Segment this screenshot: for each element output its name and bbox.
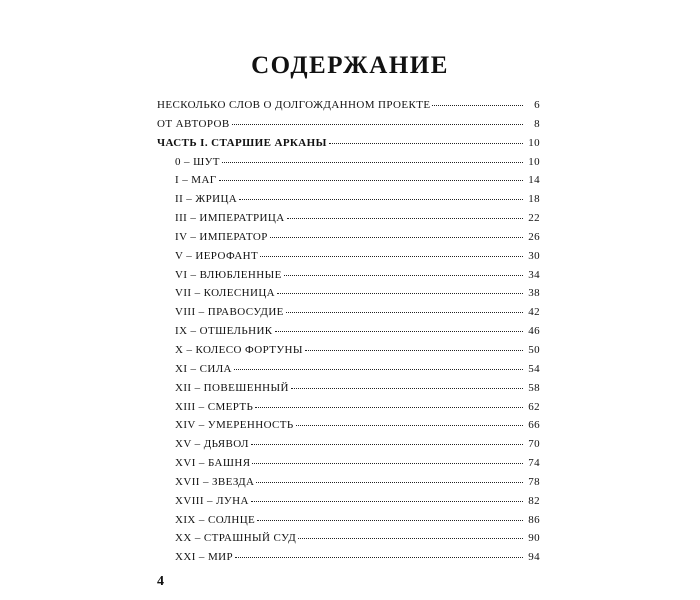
dot-leader: [234, 369, 523, 370]
toc-entry: [157, 284, 540, 303]
dot-leader: [305, 350, 523, 351]
dot-leader: [298, 538, 523, 539]
toc-entry: [157, 548, 540, 567]
toc-entry-page: 10: [528, 155, 540, 168]
toc-entry-label: XVII – ЗВЕЗДА: [175, 475, 255, 488]
toc-entry-label: III – ИМПЕРАТРИЦА: [175, 212, 285, 225]
toc-entry-label: XI – СИЛА: [175, 362, 232, 375]
toc-entry: [157, 115, 540, 134]
toc-entry-label: VIII – ПРАВОСУДИЕ: [175, 306, 284, 319]
toc-entry-page: 74: [528, 457, 540, 470]
toc-entry-label: XIII – СМЕРТЬ: [175, 400, 254, 413]
page-number: 4: [157, 574, 164, 589]
toc-entry-label: IX – ОТШЕЛЬНИК: [175, 325, 273, 338]
toc-entry-page: 38: [528, 287, 540, 300]
toc-entry-page: 26: [528, 230, 540, 243]
toc-entry-page: 90: [528, 532, 540, 545]
toc-entry-page: 10: [528, 136, 540, 149]
toc-entry: [157, 247, 540, 266]
dot-leader: [287, 218, 523, 219]
toc-entry-label: XXI – МИР: [175, 551, 233, 564]
toc-entry: [157, 134, 540, 153]
dot-leader: [257, 520, 523, 521]
toc-entry-label: II – ЖРИЦА: [175, 193, 238, 206]
dot-leader: [252, 463, 523, 464]
toc-entry-page: 42: [528, 306, 540, 319]
dot-leader: [284, 275, 523, 276]
toc-entry-label: ОТ АВТОРОВ: [157, 117, 230, 130]
toc-entry-label: IV – ИМПЕРАТОР: [175, 230, 268, 243]
dot-leader: [270, 237, 523, 238]
toc-entry-page: 78: [528, 475, 540, 488]
toc-entry: [157, 379, 540, 398]
dot-leader: [296, 425, 523, 426]
toc-entry-page: 18: [528, 193, 540, 206]
toc-entry: [157, 416, 540, 435]
toc-entry-label: НЕСКОЛЬКО СЛОВ О ДОЛГОЖДАННОМ ПРОЕКТЕ: [157, 99, 431, 111]
toc-entry-page: 22: [528, 212, 540, 225]
toc-entry: [157, 473, 540, 492]
table-of-contents: [157, 96, 540, 567]
toc-entry: [157, 398, 540, 417]
toc-entry-page: 14: [528, 174, 540, 187]
toc-entry-page: 54: [528, 362, 540, 375]
dot-leader: [260, 256, 523, 257]
toc-entry: [157, 190, 540, 209]
toc-entry-page: 94: [528, 551, 540, 564]
toc-entry: [157, 492, 540, 511]
toc-entry: [157, 511, 540, 530]
toc-entry: [157, 322, 540, 341]
toc-entry: [157, 153, 540, 172]
toc-entry-page: 34: [528, 268, 540, 281]
toc-entry-label: V – ИЕРОФАНТ: [175, 249, 259, 262]
toc-entry-page: 6: [534, 99, 540, 111]
dot-leader: [239, 199, 523, 200]
dot-leader: [255, 407, 523, 408]
toc-entry: [157, 266, 540, 285]
dot-leader: [235, 557, 523, 558]
dot-leader: [275, 331, 523, 332]
toc-entry-label: XX – СТРАШНЫЙ СУД: [175, 532, 297, 545]
dot-leader: [232, 124, 523, 125]
toc-entry-page: 30: [528, 249, 540, 262]
toc-entry-label: X – КОЛЕСО ФОРТУНЫ: [175, 343, 303, 356]
dot-leader: [291, 388, 523, 389]
dot-leader: [256, 482, 523, 483]
toc-entry-page: 82: [528, 494, 540, 507]
dot-leader: [219, 180, 523, 181]
toc-entry-label: XII – ПОВЕШЕННЫЙ: [175, 381, 289, 394]
toc-entry-label: ЧАСТЬ I. СТАРШИЕ АРКАНЫ: [157, 136, 327, 149]
toc-entry-page: 70: [528, 438, 540, 451]
toc-entry-page: 8: [534, 117, 540, 130]
toc-entry-label: VI – ВЛЮБЛЕННЫЕ: [175, 268, 282, 281]
toc-entry-label: I – МАГ: [175, 174, 217, 187]
toc-entry: [157, 529, 540, 548]
toc-entry-page: 58: [528, 381, 540, 394]
toc-entry-page: 62: [528, 400, 540, 413]
dot-leader: [277, 293, 523, 294]
toc-entry-page: 50: [528, 343, 540, 356]
toc-entry: [157, 228, 540, 247]
dot-leader: [222, 162, 523, 163]
dot-leader: [286, 312, 523, 313]
toc-entry-label: XV – ДЬЯВОЛ: [175, 438, 249, 451]
toc-entry-label: 0 – ШУТ: [175, 155, 220, 168]
dot-leader: [251, 444, 523, 445]
toc-entry-label: XVI – БАШНЯ: [175, 457, 251, 470]
toc-entry-page: 66: [528, 419, 540, 432]
toc-entry: [157, 360, 540, 379]
toc-entry-page: 46: [528, 325, 540, 338]
toc-entry: [157, 96, 540, 115]
dot-leader: [432, 105, 523, 106]
toc-entry: [157, 435, 540, 454]
toc-entry-label: VII – КОЛЕСНИЦА: [175, 287, 276, 300]
toc-entry: [157, 454, 540, 473]
page-title: СОДЕРЖАНИЕ: [251, 52, 449, 79]
dot-leader: [251, 501, 523, 502]
toc-entry-label: XIV – УМЕРЕННОСТЬ: [175, 419, 294, 432]
toc-entry: [157, 303, 540, 322]
dot-leader: [329, 143, 523, 144]
toc-entry: [157, 341, 540, 360]
toc-entry-label: XIX – СОЛНЦЕ: [175, 513, 256, 526]
toc-entry: [157, 171, 540, 190]
toc-entry-label: XVIII – ЛУНА: [175, 494, 249, 507]
toc-entry: [157, 209, 540, 228]
toc-entry-page: 86: [528, 513, 540, 526]
